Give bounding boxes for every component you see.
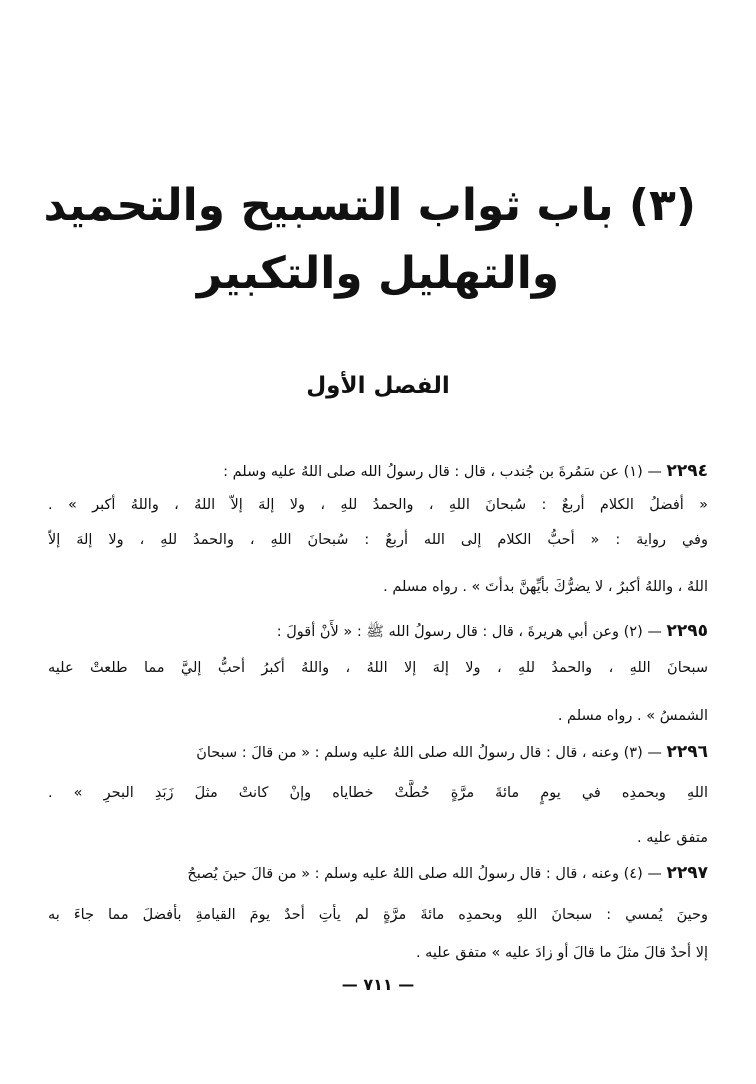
- hadith-2297-line-1: [48, 860, 708, 887]
- hadith-2296-line-1: [48, 739, 708, 766]
- hadith-2295-line-2: سبحانَ اللهِ ، والحمدُ للهِ ، ولا إلهَ إلا اللهُ ، واللهُ أكبرُ أحبُّ إليَّ مما طلعتْ عليه: [48, 660, 708, 676]
- hadith-text: — (١) عن سَمُرةَ بن جُندب ، قال : قال رسولُ الله صلى اللهُ عليه وسلم :: [223, 464, 662, 480]
- chapter-title-line-1: (٣) باب ثواب التسبيح والتحميد: [43, 180, 696, 231]
- chapter-title: [43, 172, 696, 308]
- hadith-2296-line-2: اللهِ وبحمدِه في يومٍ مائةَ مرَّةٍ حُطَّتْ خطاياه وإنْ كانتْ مثلَ زَبَدِ البحرِ » .: [48, 785, 708, 801]
- hadith-2294-line-4: اللهُ ، واللهُ أكبرُ ، لا يضرُّكَ بأيِّهنَّ بدأتَ » . رواه مسلم .: [383, 579, 708, 595]
- hadith-2294-line-1: [48, 458, 708, 485]
- hadith-number: ٢٢٩٧: [666, 863, 708, 883]
- hadith-2294-line-3: وفي رواية : « أحبُّ الكلام إلى الله أربعٌ : سُبحانَ اللهِ ، والحمدُ للهِ ، ولا إلهَ إلاّ: [48, 532, 708, 548]
- hadith-number: ٢٢٩٦: [666, 742, 708, 762]
- hadith-number: ٢٢٩٥: [666, 621, 708, 641]
- hadith-2297-line-3: إلا أحدٌ قالَ مثلَ ما قالَ أو زادَ عليه » متفق عليه .: [415, 945, 708, 961]
- hadith-text: — (٣) وعنه ، قال : قال رسولُ الله صلى اللهُ عليه وسلم : « من قالَ : سبحانَ: [196, 745, 662, 761]
- page-number: — ٧١١ —: [341, 975, 415, 994]
- hadith-2295-line-1: [48, 618, 708, 645]
- hadith-2296-line-3: متفق عليه .: [637, 830, 708, 846]
- hadith-text: — (٢) وعن أبي هريرةَ ، قال : قال رسولُ الله ﷺ : « لأَنْ أقولَ :: [276, 624, 662, 640]
- hadith-2294-line-2: « أفضلُ الكلام أربعٌ : سُبحانَ اللهِ ، والحمدُ للهِ ، ولا إلهَ إلاّ اللهُ ، واللهُ أكبر » .: [48, 497, 708, 513]
- hadith-2295-line-3: الشمسُ » . رواه مسلم .: [557, 708, 708, 724]
- hadith-2297-line-2: وحينَ يُمسي : سبحانَ اللهِ وبحمدِه مائةَ مرَّةٍ لم يأتِ أحدٌ يومَ القيامةِ بأفضلَ مما جاءَ به: [48, 907, 708, 923]
- section-heading: الفصل الأول: [306, 373, 450, 399]
- hadith-text: — (٤) وعنه ، قال : قال رسولُ الله صلى اللهُ عليه وسلم : « من قالَ حينَ يُصبحُ: [187, 866, 662, 882]
- chapter-title-line-2: والتهليل والتكبير: [196, 248, 560, 299]
- hadith-number: ٢٢٩٤: [666, 461, 708, 481]
